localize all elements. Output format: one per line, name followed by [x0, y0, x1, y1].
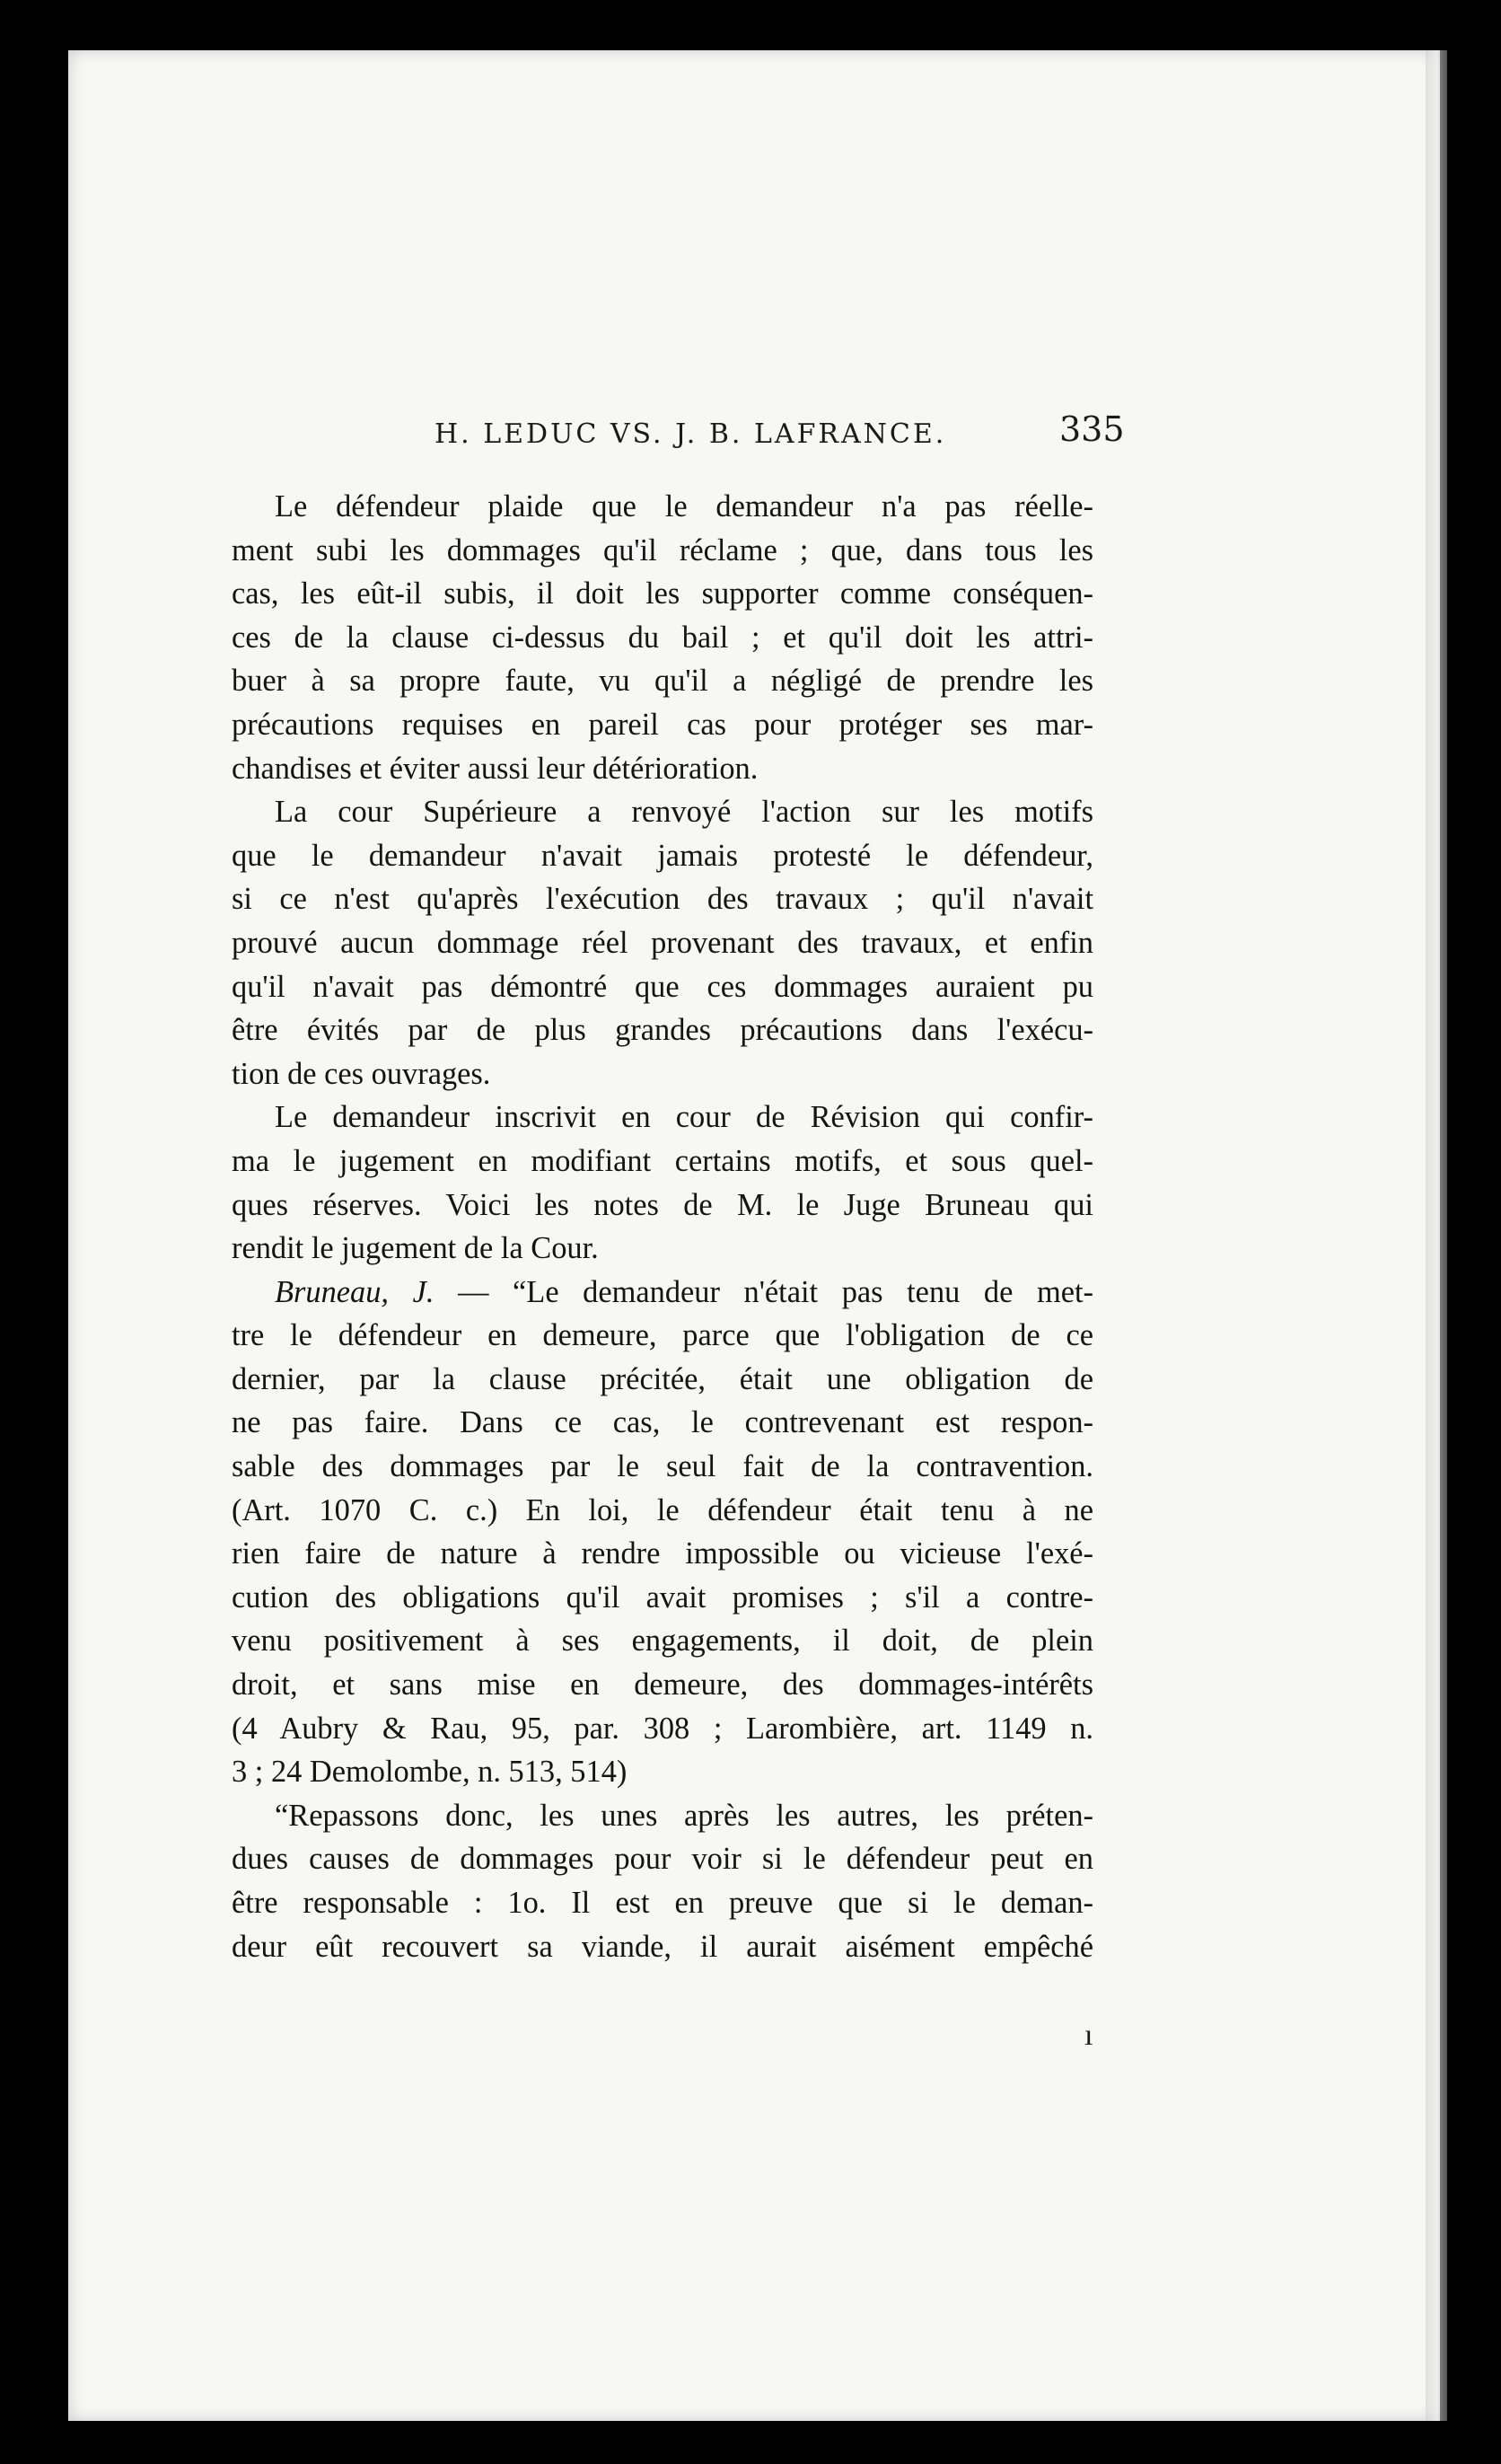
text-line: être responsable : 1o. Il est en preuve que si le deman-: [232, 1886, 1093, 1920]
text-line: [232, 1271, 1093, 1315]
text-line: cas, les eût-il subis, il doit les supporter comme conséquen-: [232, 576, 1093, 612]
text-line: si ce n'est qu'après l'exécution des travaux ; qu'il n'avait: [232, 882, 1093, 917]
text-line: que le demandeur n'avait jamais protesté le défendeur,: [232, 838, 1093, 873]
signature-mark: ı: [1084, 2019, 1093, 2052]
paragraph: [232, 1096, 1093, 1270]
text-line: tre le défendeur en demeure, parce que l'obligation de ce: [232, 1318, 1093, 1353]
running-title: H. LEDUC VS. J. B. LAFRANCE.: [434, 418, 947, 450]
page-edge: [1426, 50, 1447, 2421]
text-line: (Art. 1070 C. c.) En loi, le défendeur était tenu à ne: [232, 1492, 1093, 1527]
judge-name: Bruneau, J.: [275, 1274, 434, 1309]
text-line: Le demandeur inscrivit en cour de Révision qui confir-: [275, 1100, 1093, 1135]
text-line: précautions requises en pareil cas pour protéger ses mar-: [232, 707, 1093, 742]
text-line: dues causes de dommages pour voir si le défendeur peut en: [232, 1842, 1093, 1877]
text-line: rendit le jugement de la Cour.: [232, 1231, 599, 1266]
text-line: 3 ; 24 Demolombe, n. 513, 514): [232, 1755, 628, 1790]
text-line: venu positivement à ses engagements, il doit, de plein: [232, 1624, 1093, 1659]
text-line: qu'il n'avait pas démontré que ces dommages auraient pu: [232, 969, 1093, 1004]
paragraph: [232, 1271, 1093, 1794]
text-line: tion de ces ouvrages.: [232, 1056, 491, 1091]
text-line: “Repassons donc, les unes après les autres, les préten-: [275, 1798, 1093, 1833]
text-line: (4 Aubry & Rau, 95, par. 308 ; Larombière, art. 1149 n.: [232, 1711, 1093, 1746]
page-header: [233, 409, 1131, 463]
text-line: droit, et sans mise en demeure, des dommages-intérêts: [232, 1668, 1093, 1703]
text-line: chandises et éviter aussi leur détérioration.: [232, 751, 759, 786]
text-line: être évités par de plus grandes précautions dans l'exécu-: [232, 1013, 1093, 1048]
paragraph: [232, 485, 1093, 790]
text-line: ment subi les dommages qu'il réclame ; que, dans tous les: [232, 532, 1093, 568]
body-text: [232, 485, 1093, 1968]
text-line: ma le jugement en modifiant certains motifs, et sous quel-: [232, 1143, 1093, 1178]
text-line: deur eût recouvert sa viande, il aurait aisément empêché: [232, 1929, 1093, 1964]
text-line: La cour Supérieure a renvoyé l'action sur les motifs: [275, 795, 1093, 830]
text-line: ne pas faire. Dans ce cas, le contrevenant est respon-: [232, 1405, 1093, 1440]
text-line: rien faire de nature à rendre impossible ou vicieuse l'exé-: [232, 1536, 1093, 1571]
text-line: ces de la clause ci-dessus du bail ; et qu'il doit les attri-: [232, 620, 1093, 655]
text-line: sable des dommages par le seul fait de la contravention.: [232, 1449, 1093, 1484]
text-line: Le défendeur plaide que le demandeur n'a pas réelle-: [275, 489, 1093, 524]
paragraph: [232, 1794, 1093, 1968]
page-number: 335: [1059, 409, 1125, 449]
text-line: ques réserves. Voici les notes de M. le Juge Bruneau qui: [232, 1187, 1093, 1222]
text-fragment: — “Le demandeur n'était pas tenu de met-: [434, 1274, 1093, 1309]
text-line: prouvé aucun dommage réel provenant des travaux, et enfin: [232, 925, 1093, 960]
paragraph: [232, 790, 1093, 1096]
text-line: dernier, par la clause précitée, était une obligation de: [232, 1361, 1093, 1396]
text-line: buer à sa propre faute, vu qu'il a négligé de prendre les: [232, 664, 1093, 699]
text-line: cution des obligations qu'il avait promises ; s'il a contre-: [232, 1580, 1093, 1615]
